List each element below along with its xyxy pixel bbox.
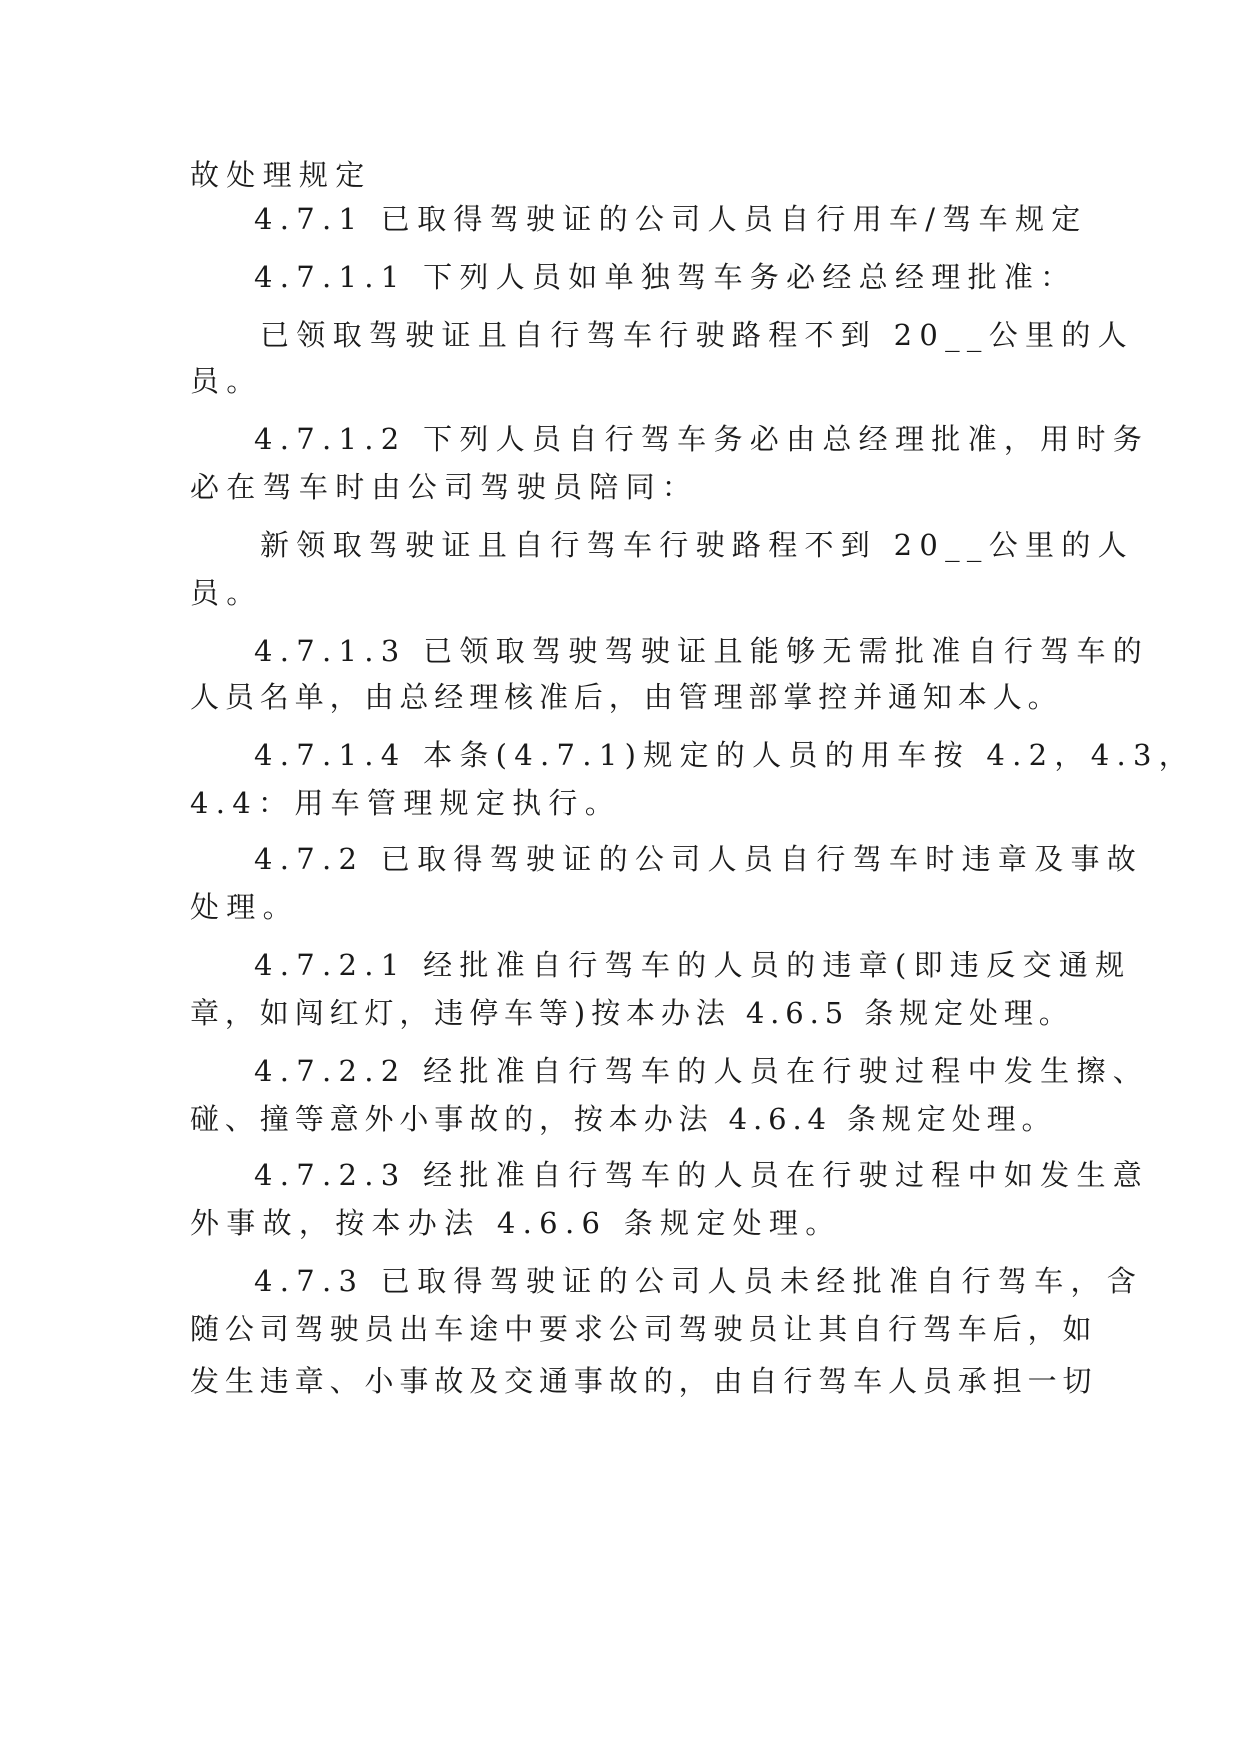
text-line: 发生违章、小事故及交通事故的，由自行驾车人员承担一切 — [190, 1364, 1098, 1398]
text-line: 处理。 — [190, 890, 299, 924]
text-line: 已领取驾驶证且自行驾车行驶路程不到 20__公里的人 — [260, 318, 1134, 352]
text-line: 4.4：用车管理规定执行。 — [190, 786, 622, 820]
text-line: 4.7.1 已取得驾驶证的公司人员自行用车/驾车规定 — [254, 202, 1088, 236]
text-line: 员。 — [190, 364, 263, 398]
text-line: 4.7.2.3 经批准自行驾车的人员在行驶过程中如发生意 — [254, 1158, 1150, 1192]
text-line: 4.7.1.4 本条(4.7.1)规定的人员的用车按 4.2，4.3， — [254, 738, 1196, 772]
text-line: 章，如闯红灯，违停车等)按本办法 4.6.5 条规定处理。 — [190, 996, 1074, 1030]
text-line: 新领取驾驶证且自行驾车行驶路程不到 20__公里的人 — [260, 528, 1134, 562]
text-line: 4.7.1.2 下列人员自行驾车务必由总经理批准，用时务 — [254, 422, 1150, 456]
text-line: 外事故，按本办法 4.6.6 条规定处理。 — [190, 1206, 842, 1240]
text-line: 随公司驾驶员出车途中要求公司驾驶员让其自行驾车后，如 — [190, 1312, 1098, 1346]
text-line: 故处理规定 — [190, 158, 372, 192]
text-line: 4.7.1.1 下列人员如单独驾车务必经总经理批准： — [254, 260, 1077, 294]
text-line: 碰、撞等意外小事故的，按本办法 4.6.4 条规定处理。 — [190, 1102, 1057, 1136]
text-line: 4.7.1.3 已领取驾驶驾驶证且能够无需批准自行驾车的 — [254, 634, 1150, 668]
text-line: 4.7.2.1 经批准自行驾车的人员的违章(即违反交通规 — [254, 948, 1132, 982]
text-line: 员。 — [190, 576, 263, 610]
text-line: 4.7.2 已取得驾驶证的公司人员自行驾车时违章及事故 — [254, 842, 1144, 876]
text-line: 4.7.3 已取得驾驶证的公司人员未经批准自行驾车，含 — [254, 1264, 1144, 1298]
text-line: 人员名单，由总经理核准后，由管理部掌控并通知本人。 — [190, 680, 1063, 714]
text-line: 必在驾车时由公司驾驶员陪同： — [190, 470, 699, 504]
text-line: 4.7.2.2 经批准自行驾车的人员在行驶过程中发生擦、 — [254, 1054, 1150, 1088]
